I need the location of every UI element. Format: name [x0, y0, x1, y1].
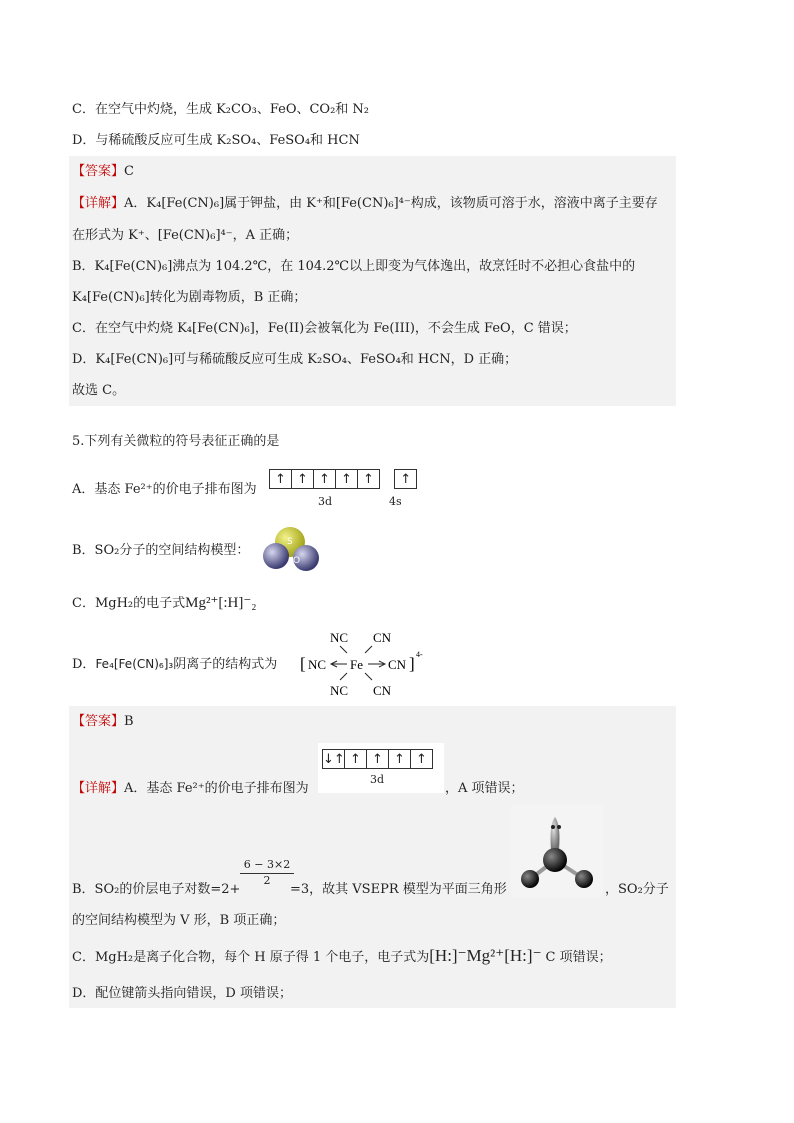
- center-fe: Fe: [350, 657, 363, 672]
- so2-space-filling-model: [260, 522, 326, 574]
- arrow-ll: [340, 673, 347, 680]
- side-atom-left: [521, 870, 539, 888]
- q4-detail-line-2: 在形式为 K⁺、[Fe(CN)₆]⁴⁻，A 正确；: [72, 228, 299, 243]
- q4-detail-line-1: 【详解】A．K₄[Fe(CN)₆]属于钾盐，由 K⁺和[Fe(CN)₆]⁴⁻构成，该物质可溶于水，溶液中离子主要存: [72, 196, 658, 211]
- detail-orbital-box-2: ↑: [367, 749, 389, 769]
- ligand-left: NC: [308, 657, 327, 672]
- q4-answer: [72, 162, 134, 182]
- answer-value: B: [124, 714, 134, 729]
- so2-ball-stick-model: [511, 805, 603, 897]
- answer-tag: 【答案】: [72, 164, 125, 179]
- bracket-right: ]: [409, 654, 415, 673]
- detail-orbital-image: [318, 743, 444, 793]
- q5-detail-b-mid: =3，故其 VSEPR 模型为平面三角形: [290, 882, 507, 897]
- detail-orbital-box-4: ↑: [411, 749, 433, 769]
- q5-option-d-label: D．: [72, 657, 96, 672]
- ligand-top-right: CN: [373, 630, 392, 645]
- q5-detail-c-text: C．MgH₂是离子化合物，每个 H 原子得 1 个电子，电子式为: [72, 950, 430, 965]
- q4-detail-line-4: K₄[Fe(CN)₆]转化为剧毒物质，B 正确；: [72, 290, 307, 305]
- q5-detail-c-post: C 项错误；: [545, 950, 612, 965]
- arrow-ul: [340, 646, 347, 653]
- mgh2-formula-wrong: Mg²⁺[:H]⁻₂: [185, 595, 257, 611]
- orbital-label-4s: 4s: [389, 495, 402, 508]
- q5-detail-b-post: ，SO₂分子: [605, 882, 669, 897]
- q5-detail-a-text: A．基态 Fe²⁺的价电子排布图为: [124, 781, 309, 796]
- orbital-3d-boxes: [269, 469, 380, 489]
- answer-value: C: [124, 164, 134, 179]
- arrow-lr: [365, 673, 372, 680]
- orbital-3d-box-0: ↑: [270, 469, 292, 489]
- arrow-ur: [365, 646, 372, 653]
- bracket-left: [: [300, 654, 306, 673]
- orbital-4s-box: [394, 469, 417, 489]
- detail-orbital-box-3: ↑: [389, 749, 411, 769]
- oxygen-atom-left: [263, 543, 289, 569]
- detail-orbital-label-3d: 3d: [370, 773, 385, 786]
- detail-orbital-box-0: ↓↑: [323, 749, 345, 769]
- orbital-diagram-a: [269, 469, 417, 489]
- ligand-top-left: NC: [330, 630, 349, 645]
- detail-orbital-boxes: [322, 749, 433, 769]
- q5-detail-a: 【详解】A．基态 Fe²⁺的价电子排布图为: [72, 781, 309, 796]
- atom-label-o: O: [293, 556, 301, 566]
- q5-detail-d: D．配位键箭头指向错误，D 项错误；: [72, 986, 292, 1001]
- q5-option-c-text: C．MgH₂的电子式: [72, 596, 186, 611]
- q5-detail-b-line2: 的空间结构模型为 V 形，B 项正确；: [72, 913, 286, 928]
- q5-answer: [72, 712, 134, 732]
- atom-label-s: S: [287, 537, 293, 547]
- ion-charge: 4-: [416, 650, 423, 659]
- orbital-3d-box-2: ↑: [314, 469, 336, 489]
- mgh2-formula-correct: [H:]⁻Mg²⁺[H:]⁻: [429, 946, 542, 965]
- q4-detail-line-7: 故选 C。: [72, 383, 126, 398]
- q5-detail-a-post: ，A 项错误；: [445, 781, 524, 796]
- q4-detail-text-1: A．K₄[Fe(CN)₆]属于钾盐，由 K⁺和[Fe(CN)₆]⁴⁻构成，该物质可溶于水，溶液中离子主要存: [124, 196, 658, 211]
- q4-detail-line-6: D．K₄[Fe(CN)₆]可与稀硫酸反应可生成 K₂SO₄、FeSO₄和 HCN，D 正确；: [72, 352, 518, 367]
- orbital-3d-box-1: ↑: [292, 469, 314, 489]
- prussian-blue-formula: Fe₄[Fe(CN)₆]₃: [95, 657, 174, 671]
- answer-tag: 【答案】: [72, 714, 125, 729]
- ligand-bottom-left: NC: [330, 683, 349, 698]
- q5-option-c: [72, 593, 257, 614]
- ligand-right: CN: [388, 657, 407, 672]
- orbital-4s-box-0: ↑: [395, 469, 417, 489]
- q5-option-d-text: 阴离子的结构式为: [173, 657, 278, 672]
- q5-option-b: B．SO₂分子的空间结构模型：: [72, 543, 250, 558]
- orbital-3d-box-3: ↑: [336, 469, 358, 489]
- orbital-3d-box-4: ↑: [358, 469, 380, 489]
- q5-detail-c: [72, 946, 612, 968]
- central-atom: [543, 848, 567, 872]
- fraction-numerator: 6 − 3×2: [240, 858, 294, 874]
- q4-option-d: D．与稀硫酸反应可生成 K₂SO₄、FeSO₄和 HCN: [72, 133, 360, 148]
- q4-detail-line-5: C．在空气中灼烧 K₄[Fe(CN)₆]，Fe(II)会被氧化为 Fe(III)，不会生成 FeO，C 错误；: [72, 321, 577, 336]
- side-atom-right: [575, 870, 593, 888]
- fe-cn6-structure: [300, 627, 430, 701]
- detail-orbital-box-1: ↑: [345, 749, 367, 769]
- q5-stem: 5.下列有关微粒的符号表征正确的是: [72, 434, 280, 449]
- q5-option-a: A．基态 Fe²⁺的价电子排布图为: [72, 482, 257, 497]
- q4-option-c: C．在空气中灼烧，生成 K₂CO₃、FeO、CO₂和 N₂: [72, 102, 370, 117]
- ligand-bottom-right: CN: [373, 683, 392, 698]
- q5-detail-b: B．SO₂的价层电子对数=2+: [72, 882, 241, 897]
- fraction: [240, 858, 294, 887]
- orbital-label-3d: 3d: [318, 495, 333, 508]
- q4-detail-line-3: B．K₄[Fe(CN)₆]沸点为 104.2℃，在 104.2℃以上即变为气体逸出，故烹饪时不必担心食盐中的: [72, 259, 636, 274]
- q5-option-d: [72, 654, 277, 675]
- fraction-denominator: 2: [263, 874, 271, 887]
